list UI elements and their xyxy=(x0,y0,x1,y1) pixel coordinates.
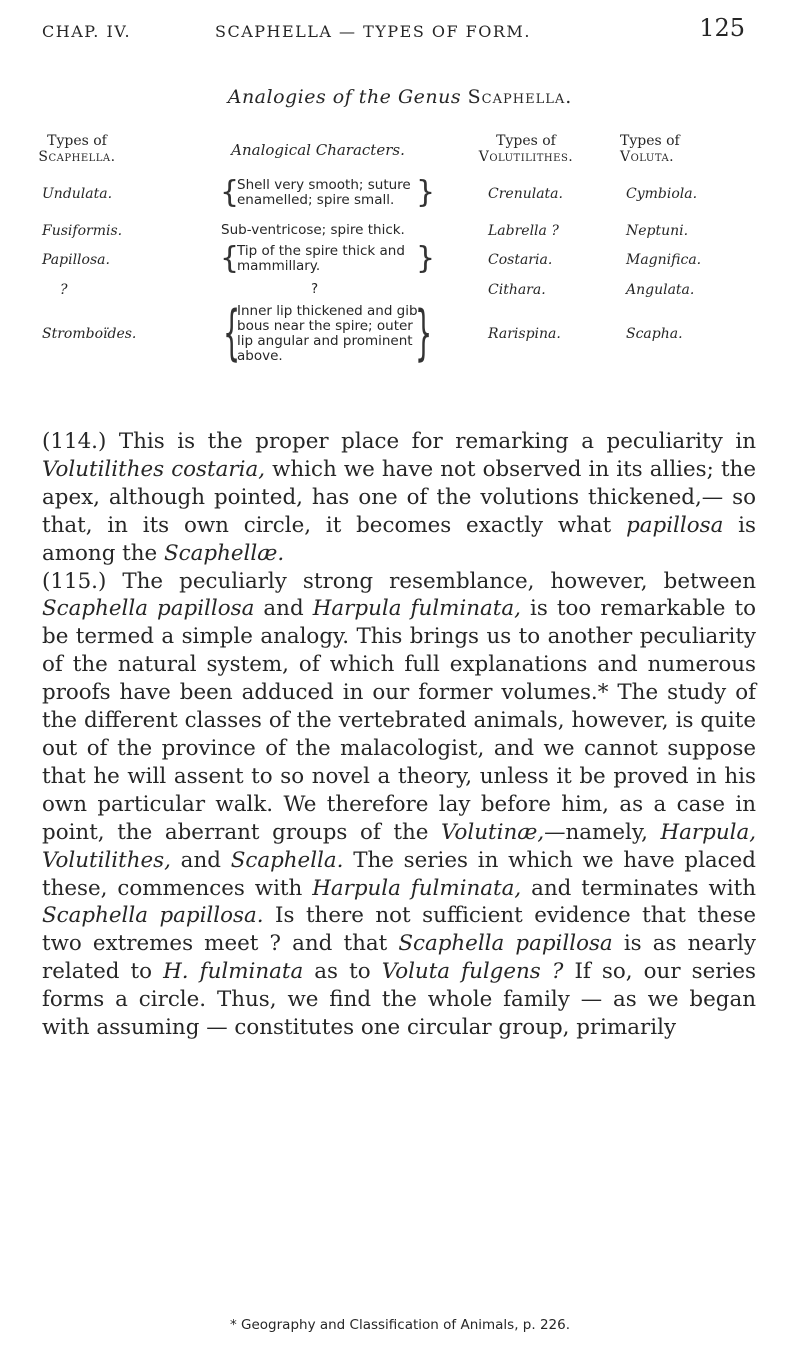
voluta-type: Cymbiola. xyxy=(626,186,698,202)
right-brace: } xyxy=(415,298,433,368)
volutilithes-type: Crenulata. xyxy=(488,186,563,202)
table-row xyxy=(0,298,800,368)
italic-run: H. fulminata xyxy=(163,959,304,985)
scaphella-type: Stromboïdes. xyxy=(42,326,137,342)
running-title: SCAPHELLA — TYPES OF FORM. xyxy=(215,22,531,41)
scaphella-type: ? xyxy=(60,282,68,298)
voluta-type: Scapha. xyxy=(626,326,683,342)
analogical-characters: Inner lip thickened and gib- bous near the spire; outer lip angular and prominent above. xyxy=(237,303,423,364)
running-head xyxy=(42,8,745,42)
paragraph-115: (115.) The peculiarly strong resemblance, however, between Scaphella papillosa and Harpula fulminata, is too remarkable to be termed a simple analogy. This brings us to another peculiarity of the natural system, of which full explanations and numerous proofs have been adduced in our former volumes.* The study of the different classes of the vertebrated animals, however, is quite out of the province of the malacologist, and we cannot suppose that he will assent to so novel a theory, unless it be proved in his own particular walk. We therefore lay before him, as a case in point, the aberrant groups of the Volutinæ,—namely, Harpula, Volutilithes, and Scaphella. The series in which we have placed these, commences with Harpula fulminata, and terminates with Scaphella papillosa. Is there not sufficient evidence that these two extremes meet ? and that Scaphella papillosa is as nearly related to H. fulminata as to Voluta fulgens ? If so, our series forms a circle. Thus, we find the whole family — as we began with assuming — constitutes one circular group, primarily xyxy=(42,568,757,1041)
volutilithes-type: Rarispina. xyxy=(488,326,561,342)
italic-run: Harpula fulminata, xyxy=(312,596,521,622)
italic-run: Volutinæ, xyxy=(441,819,545,845)
paragraph-114: (114.) This is the proper place for remarking a peculiarity in Volutilithes costaria, which we have not observed in its allies; the apex, although pointed, has one of the volutions thickened,— so that, in its own circle, it becomes exactly what papillosa is among the Scaphellæ. xyxy=(42,429,756,566)
analogical-characters: ? xyxy=(311,281,319,297)
volutilithes-type: Labrella ? xyxy=(488,223,559,239)
left-brace: { xyxy=(220,241,240,276)
volutilithes-type: Costaria. xyxy=(488,252,553,268)
analogical-characters: Sub-ventricose; spire thick. xyxy=(221,222,405,238)
body-text xyxy=(42,428,756,1042)
italic-run: Scaphella papillosa xyxy=(42,596,255,622)
table-row xyxy=(0,175,800,210)
analogical-characters: Shell very smooth; suture enamelled; spire small. xyxy=(237,177,411,208)
header-types-scaphella: Types of Scaphella. xyxy=(38,133,116,165)
scaphella-type: Papillosa. xyxy=(42,252,110,268)
left-brace: { xyxy=(223,298,241,368)
voluta-type: Angulata. xyxy=(626,282,695,298)
scaphella-type: Undulata. xyxy=(42,186,113,202)
voluta-type: Magnifica. xyxy=(626,252,702,268)
italic-run: Scaphellæ. xyxy=(164,540,285,566)
analogical-characters: Tip of the spire thick and mammillary. xyxy=(237,243,405,274)
header-types-volutilithes: Types of Volutilithes. xyxy=(478,133,574,165)
right-brace: } xyxy=(416,175,436,210)
table-title xyxy=(0,86,800,108)
italic-run: Harpula fulminata, xyxy=(312,875,522,901)
table-title-genus: Scaphella. xyxy=(467,86,573,108)
table-row xyxy=(0,282,800,300)
scaphella-type: Fusiformis. xyxy=(42,223,123,239)
right-brace: } xyxy=(416,241,436,276)
chapter-label: CHAP. IV. xyxy=(42,22,132,41)
voluta-type: Neptuni. xyxy=(626,223,689,239)
italic-run: Scaphella papillosa. xyxy=(42,903,264,929)
header-types-voluta: Types of Voluta. xyxy=(620,133,680,165)
left-brace: { xyxy=(220,175,240,210)
italic-run: Voluta fulgens ? xyxy=(381,959,564,985)
table-row xyxy=(0,241,800,276)
volutilithes-type: Cithara. xyxy=(488,282,546,298)
header-analogical-characters: Analogical Characters. xyxy=(231,141,405,159)
italic-run: Scaphella. xyxy=(230,847,344,873)
table-title-italic: Analogies of the Genus xyxy=(227,86,462,108)
page-number: 125 xyxy=(699,14,745,42)
italic-run: Harpula, Volutilithes, xyxy=(42,819,756,873)
italic-run: Volutilithes costaria, xyxy=(42,456,265,482)
italic-run: papillosa xyxy=(626,512,724,538)
footnote: * Geography and Classification of Animals, p. 226. xyxy=(229,1317,571,1333)
italic-run: Scaphella papillosa xyxy=(398,931,613,957)
table-row xyxy=(0,223,800,241)
